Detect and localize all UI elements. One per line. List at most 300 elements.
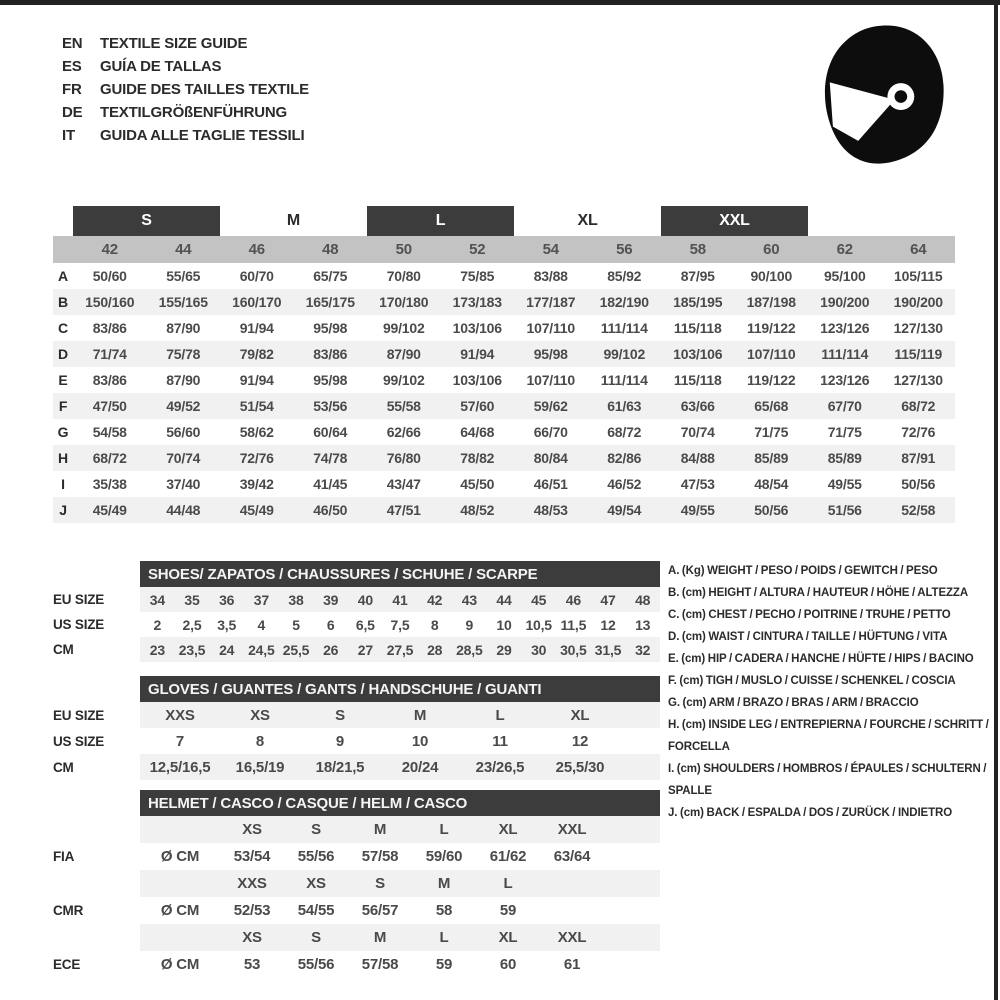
size-value: 48/54	[754, 476, 789, 492]
helmet-size-label: L	[439, 929, 449, 946]
row-letter: C	[58, 320, 68, 336]
helmet-size-label: XS	[242, 929, 262, 946]
size-value: 68/72	[92, 450, 127, 466]
diameter-label: Ø CM	[160, 848, 200, 865]
helmet-table	[53, 790, 660, 978]
size-value: 72/76	[239, 450, 274, 466]
size-value: 87/90	[386, 346, 421, 362]
helmet-size-label: S	[311, 929, 321, 946]
shoe-size-value: 34	[149, 591, 165, 608]
top-border	[0, 0, 1000, 5]
shoes-header-bar: SHOES/ ZAPATOS / CHAUSSURES / SCHUHE / SCARPE	[140, 561, 660, 587]
size-value: 111/114	[821, 346, 869, 362]
helmet-size-value: 57/58	[361, 956, 399, 973]
helmet-size-label: S	[375, 875, 385, 892]
row-letter: E	[58, 372, 68, 388]
textile-size-table	[53, 205, 955, 523]
size-group-s: S	[73, 206, 220, 236]
row-label: CM	[53, 759, 74, 775]
language-row	[62, 32, 309, 55]
size-value: 160/170	[232, 294, 282, 310]
size-value: 185/195	[673, 294, 723, 310]
glove-size-value: 12	[571, 732, 589, 750]
glove-size-value: 10	[411, 732, 429, 750]
diameter-label: Ø CM	[160, 902, 200, 919]
shoe-size-value: 32	[635, 641, 651, 658]
right-border	[994, 0, 998, 1000]
legend-item: C. (cm) CHEST / PECHO / POITRINE / TRUHE / PETTO	[668, 609, 951, 621]
size-column-header: 46	[248, 241, 265, 258]
size-value: 177/187	[526, 294, 576, 310]
helmet-size-value: 52/53	[233, 902, 271, 919]
standard-label: CMR	[53, 903, 84, 918]
shoe-size-value: 24	[219, 641, 235, 658]
shoe-size-value: 38	[288, 591, 304, 608]
size-value: 59/62	[533, 398, 568, 414]
size-value: 51/54	[239, 398, 274, 414]
size-value: 83/86	[92, 372, 127, 388]
diameter-spacer	[140, 870, 220, 897]
size-value: 99/102	[382, 320, 425, 336]
size-value: 115/118	[673, 372, 722, 388]
size-value: 64/68	[460, 424, 495, 440]
size-value: 91/94	[239, 320, 274, 336]
size-value: 99/102	[603, 346, 646, 362]
shoe-size-value: 35	[184, 591, 200, 608]
row-label: EU SIZE	[53, 707, 105, 723]
size-value: 127/130	[893, 320, 943, 336]
shoe-size-value: 23	[149, 641, 165, 658]
gloves-table	[53, 676, 660, 780]
helmet-size-label: L	[439, 821, 449, 838]
helmet-size-value: 53	[243, 956, 261, 973]
shoe-size-value: 24,5	[248, 641, 275, 658]
gloves-cm-row	[53, 754, 660, 780]
textile-row	[53, 315, 955, 341]
legend-item: H. (cm) INSIDE LEG / ENTREPIERNA / FOURCHE / SCHRITT / FORCELLA	[668, 719, 989, 753]
size-value: 50/56	[754, 502, 789, 518]
size-value: 56/60	[166, 424, 201, 440]
row-letter: I	[61, 476, 65, 492]
shoe-size-value: 47	[600, 591, 616, 608]
language-row	[62, 124, 309, 147]
size-value: 65/68	[754, 398, 789, 414]
helmet-size-value: 53/54	[233, 848, 271, 865]
size-value: 71/74	[92, 346, 127, 362]
row-label: US SIZE	[53, 617, 105, 632]
row-label: EU SIZE	[53, 592, 105, 607]
size-value: 41/45	[313, 476, 348, 492]
shoe-size-value: 39	[323, 591, 339, 608]
glove-size-value: 23/26,5	[475, 758, 525, 776]
size-value: 85/89	[754, 450, 789, 466]
shoe-size-value: 37	[253, 591, 269, 608]
shoe-size-value: 27,5	[386, 641, 414, 658]
helmet-size-label: M	[373, 821, 387, 838]
language-title: TEXTILE SIZE GUIDE	[100, 35, 248, 52]
gloves-us-row	[53, 728, 660, 754]
language-title: GUIDE DES TAILLES TEXTILE	[100, 81, 309, 98]
helmet-header-bar: HELMET / CASCO / CASQUE / HELM / CASCO	[140, 790, 660, 816]
size-column-header: 64	[910, 241, 927, 258]
size-value: 187/198	[746, 294, 796, 310]
size-value: 58/62	[239, 424, 274, 440]
helmet-size-value: 61	[563, 956, 581, 973]
size-value: 71/75	[827, 424, 862, 440]
size-value: 103/106	[452, 372, 502, 388]
size-value: 111/114	[600, 320, 648, 336]
size-value: 105/115	[894, 268, 943, 284]
size-value: 83/88	[533, 268, 568, 284]
row-label	[53, 924, 140, 951]
language-code: DE	[62, 104, 83, 121]
fia-sizes-row	[53, 816, 660, 843]
standard-label: FIA	[53, 849, 75, 864]
size-value: 150/160	[85, 294, 135, 310]
shoe-size-value: 40	[357, 591, 373, 608]
size-value: 52/58	[901, 502, 936, 518]
textile-row	[53, 445, 955, 471]
size-value: 44/48	[166, 502, 201, 518]
size-column-header: 60	[763, 241, 780, 258]
size-value: 75/78	[166, 346, 201, 362]
glove-size-value: 18/21,5	[315, 758, 365, 776]
size-value: 65/75	[313, 268, 348, 284]
size-value: 91/94	[239, 372, 274, 388]
size-value: 75/85	[460, 268, 495, 284]
shoe-size-value: 6	[326, 616, 335, 633]
legend-item: I. (cm) SHOULDERS / HOMBROS / ÉPAULES / SCHULTERN / SPALLE	[668, 763, 987, 797]
cmr-sizes-row	[53, 870, 660, 897]
row-letter: F	[58, 398, 68, 414]
size-number-band	[53, 236, 955, 263]
legend-item: J. (cm) BACK / ESPALDA / DOS / ZURÜCK / INDIETRO	[668, 807, 953, 819]
size-value: 103/106	[452, 320, 502, 336]
textile-row	[53, 497, 955, 523]
shoe-size-value: 30	[531, 641, 547, 658]
shoes-us-row	[53, 612, 660, 637]
size-value: 54/58	[92, 424, 127, 440]
row-label	[53, 870, 140, 897]
shoe-size-value: 5	[292, 616, 300, 633]
size-value: 115/118	[673, 320, 722, 336]
shoes-table	[53, 561, 660, 662]
shoes-cm-row	[53, 637, 660, 662]
shoe-size-value: 25,5	[282, 641, 310, 658]
size-value: 45/50	[460, 476, 495, 492]
ece-values-row	[53, 951, 660, 978]
helmet-size-value: 57/58	[361, 848, 399, 865]
size-value: 103/106	[673, 346, 723, 362]
helmet-size-value: 59	[499, 902, 517, 919]
size-value: 182/190	[599, 294, 649, 310]
size-value: 55/58	[386, 398, 421, 414]
shoe-size-value: 36	[219, 591, 235, 608]
size-value: 79/82	[239, 346, 274, 362]
shoe-size-value: 8	[430, 616, 439, 633]
row-letter: B	[58, 294, 68, 310]
size-column-header: 56	[616, 241, 633, 258]
row-letter: H	[58, 450, 68, 466]
helmet-size-value: 59	[435, 956, 453, 973]
size-value: 76/80	[386, 450, 421, 466]
size-value: 71/75	[754, 424, 789, 440]
size-value: 49/52	[166, 398, 201, 414]
size-value: 95/100	[823, 268, 866, 284]
shoe-size-value: 23,5	[178, 641, 206, 658]
size-value: 66/70	[533, 424, 568, 440]
shoe-size-value: 28,5	[456, 641, 483, 658]
size-value: 55/65	[166, 268, 201, 284]
size-value: 87/95	[680, 268, 715, 284]
shoe-size-value: 46	[565, 591, 581, 608]
size-value: 49/55	[680, 502, 715, 518]
helmet-size-value: 55/56	[297, 848, 335, 865]
helmet-size-value: 56/57	[361, 902, 399, 919]
size-value: 107/110	[526, 320, 575, 336]
shoe-size-value: 48	[635, 591, 651, 608]
size-value: 107/110	[747, 346, 796, 362]
shoe-size-value: 12	[600, 616, 616, 633]
size-value: 99/102	[382, 372, 425, 388]
size-value: 91/94	[460, 346, 495, 362]
size-value: 48/53	[533, 502, 568, 518]
shoe-size-value: 28	[427, 641, 443, 658]
size-value: 115/119	[894, 346, 943, 362]
textile-row	[53, 393, 955, 419]
gloves-header-bar: GLOVES / GUANTES / GANTS / HANDSCHUHE / GUANTI	[140, 676, 660, 702]
size-column-header: 48	[322, 241, 339, 258]
language-title: TEXTILGRÖßENFÜHRUNG	[100, 104, 288, 121]
cmr-values-row	[53, 897, 660, 924]
size-value: 60/70	[239, 268, 274, 284]
shoe-size-value: 10	[496, 616, 512, 633]
row-letter: G	[57, 424, 69, 440]
diameter-spacer	[140, 816, 220, 843]
shoe-size-value: 31,5	[594, 641, 622, 658]
size-value: 46/51	[533, 476, 568, 492]
language-row	[62, 101, 309, 124]
glove-size-value: 12,5/16,5	[149, 758, 211, 776]
size-value: 48/52	[460, 502, 495, 518]
glove-size-value: M	[413, 706, 427, 724]
glove-size-value: L	[495, 706, 505, 724]
language-row	[62, 55, 309, 78]
size-value: 70/74	[680, 424, 715, 440]
helmet-size-label: XXS	[237, 875, 267, 892]
fia-values-row	[53, 843, 660, 870]
shoe-size-value: 45	[531, 591, 547, 608]
legend-item: D. (cm) WAIST / CINTURA / TAILLE / HÜFTUNG / VITA	[668, 631, 948, 643]
size-group-xxl: XXL	[661, 206, 808, 236]
helmet-size-label: M	[373, 929, 387, 946]
language-title: GUIDA ALLE TAGLIE TESSILI	[100, 127, 305, 144]
helmet-size-label: L	[503, 875, 513, 892]
helmet-size-value: 60	[499, 956, 517, 973]
size-group-l: L	[367, 206, 514, 236]
size-group-row	[53, 205, 955, 236]
language-title: GUÍA DE TALLAS	[100, 58, 222, 75]
size-column-header: 44	[175, 241, 192, 258]
language-code: EN	[62, 35, 83, 52]
size-value: 50/56	[901, 476, 936, 492]
size-value: 87/90	[166, 372, 201, 388]
textile-row	[53, 341, 955, 367]
helmet-icon	[795, 16, 953, 174]
helmet-size-label: XS	[306, 875, 326, 892]
size-value: 47/51	[386, 502, 421, 518]
size-value: 78/82	[460, 450, 495, 466]
size-value: 165/175	[305, 294, 355, 310]
shoe-size-value: 4	[257, 616, 266, 633]
helmet-size-label: XS	[242, 821, 262, 838]
glove-size-value: XXS	[165, 706, 195, 724]
size-value: 190/200	[820, 294, 870, 310]
size-value: 51/56	[827, 502, 862, 518]
glove-size-value: 9	[335, 732, 345, 750]
glove-size-value: XS	[250, 706, 270, 724]
size-value: 87/90	[166, 320, 201, 336]
helmet-size-value: 63/64	[553, 848, 591, 865]
size-value: 53/56	[313, 398, 348, 414]
language-code: FR	[62, 81, 82, 98]
size-value: 68/72	[607, 424, 642, 440]
shoe-size-value: 43	[461, 591, 477, 608]
shoe-size-value: 42	[427, 591, 443, 608]
row-letter: A	[58, 268, 68, 284]
size-value: 90/100	[750, 268, 793, 284]
textile-row	[53, 367, 955, 393]
shoe-size-value: 13	[635, 616, 651, 633]
size-value: 37/40	[166, 476, 201, 492]
gloves-eu-row	[53, 702, 660, 728]
size-value: 85/89	[827, 450, 862, 466]
shoe-size-value: 26	[323, 641, 339, 658]
size-group-xl: XL	[577, 211, 598, 229]
size-value: 84/88	[680, 450, 715, 466]
size-value: 72/76	[901, 424, 936, 440]
size-value: 95/98	[533, 346, 568, 362]
size-value: 43/47	[386, 476, 421, 492]
textile-rows	[53, 263, 955, 523]
language-code: IT	[62, 127, 75, 144]
size-value: 80/84	[533, 450, 568, 466]
row-label: US SIZE	[53, 733, 105, 749]
size-value: 83/86	[313, 346, 348, 362]
glove-size-value: 11	[492, 732, 508, 750]
size-column-header: 42	[101, 241, 118, 258]
band-spacer	[53, 236, 73, 263]
size-value: 49/54	[607, 502, 642, 518]
size-value: 45/49	[239, 502, 274, 518]
standard-label: ECE	[53, 957, 81, 972]
helmet-size-value: 54/55	[297, 902, 335, 919]
shoe-size-value: 41	[392, 591, 408, 608]
size-value: 47/50	[92, 398, 127, 414]
size-value: 68/72	[901, 398, 936, 414]
row-letter: D	[58, 346, 68, 362]
helmet-size-value: 61/62	[489, 848, 527, 865]
size-value: 107/110	[526, 372, 575, 388]
glove-size-value: 7	[175, 732, 185, 750]
size-value: 95/98	[313, 320, 348, 336]
size-value: 46/50	[313, 502, 348, 518]
size-value: 155/165	[158, 294, 208, 310]
size-value: 39/42	[239, 476, 274, 492]
size-column-header: 58	[689, 241, 706, 258]
row-label: CM	[53, 642, 74, 657]
size-value: 57/60	[460, 398, 495, 414]
row-letter: J	[59, 502, 67, 518]
size-column-header: 54	[542, 241, 559, 258]
glove-size-value: XL	[570, 706, 590, 724]
legend-item: B. (cm) HEIGHT / ALTURA / HAUTEUR / HÖHE / ALTEZZA	[668, 587, 969, 599]
helmet-size-label: XXL	[557, 929, 587, 946]
size-value: 95/98	[313, 372, 348, 388]
size-value: 119/122	[747, 372, 796, 388]
shoe-size-value: 3,5	[217, 616, 237, 633]
shoe-size-value: 27	[357, 641, 373, 658]
size-value: 74/78	[313, 450, 348, 466]
size-value: 47/53	[680, 476, 715, 492]
language-row	[62, 78, 309, 101]
size-value: 82/86	[607, 450, 642, 466]
legend-item: F. (cm) TIGH / MUSLO / CUISSE / SCHENKEL / COSCIA	[668, 675, 956, 687]
size-value: 83/86	[92, 320, 127, 336]
legend-item: E. (cm) HIP / CADERA / HANCHE / HÜFTE / HIPS / BACINO	[668, 653, 974, 665]
helmet-size-value: 55/56	[297, 956, 335, 973]
language-code: ES	[62, 58, 82, 75]
size-value: 45/49	[92, 502, 127, 518]
shoe-size-value: 9	[465, 616, 474, 633]
size-value: 190/200	[893, 294, 943, 310]
diameter-spacer	[140, 924, 220, 951]
size-value: 85/92	[607, 268, 642, 284]
size-value: 123/126	[820, 372, 870, 388]
size-column-header: 62	[836, 241, 853, 258]
size-value: 111/114	[600, 372, 648, 388]
size-column-header: 50	[395, 241, 412, 258]
size-value: 50/60	[92, 268, 127, 284]
glove-size-value: 20/24	[401, 758, 439, 776]
size-value: 35/38	[92, 476, 127, 492]
helmet-size-label: M	[437, 875, 451, 892]
size-value: 87/91	[901, 450, 936, 466]
legend-item: G. (cm) ARM / BRAZO / BRAS / ARM / BRACCIO	[668, 697, 919, 709]
size-value: 119/122	[747, 320, 796, 336]
shoe-size-value: 6,5	[355, 616, 375, 633]
size-value: 62/66	[386, 424, 421, 440]
glove-size-value: S	[335, 706, 345, 724]
helmet-size-label: XL	[498, 821, 518, 838]
size-column-header: 52	[469, 241, 486, 258]
helmet-size-label: S	[311, 821, 321, 838]
size-value: 49/55	[827, 476, 862, 492]
helmet-size-value: 58	[435, 902, 453, 919]
glove-size-value: 8	[255, 732, 265, 750]
size-value: 67/70	[827, 398, 862, 414]
size-value: 170/180	[379, 294, 429, 310]
ece-sizes-row	[53, 924, 660, 951]
row-label	[53, 816, 140, 843]
size-value: 173/183	[452, 294, 502, 310]
diameter-label: Ø CM	[160, 956, 200, 973]
measurement-legend	[668, 560, 994, 824]
helmet-size-value: 59/60	[425, 848, 463, 865]
legend-item: A. (Kg) WEIGHT / PESO / POIDS / GEWITCH / PESO	[668, 565, 938, 577]
size-group-m: M	[286, 211, 301, 229]
textile-row	[53, 419, 955, 445]
